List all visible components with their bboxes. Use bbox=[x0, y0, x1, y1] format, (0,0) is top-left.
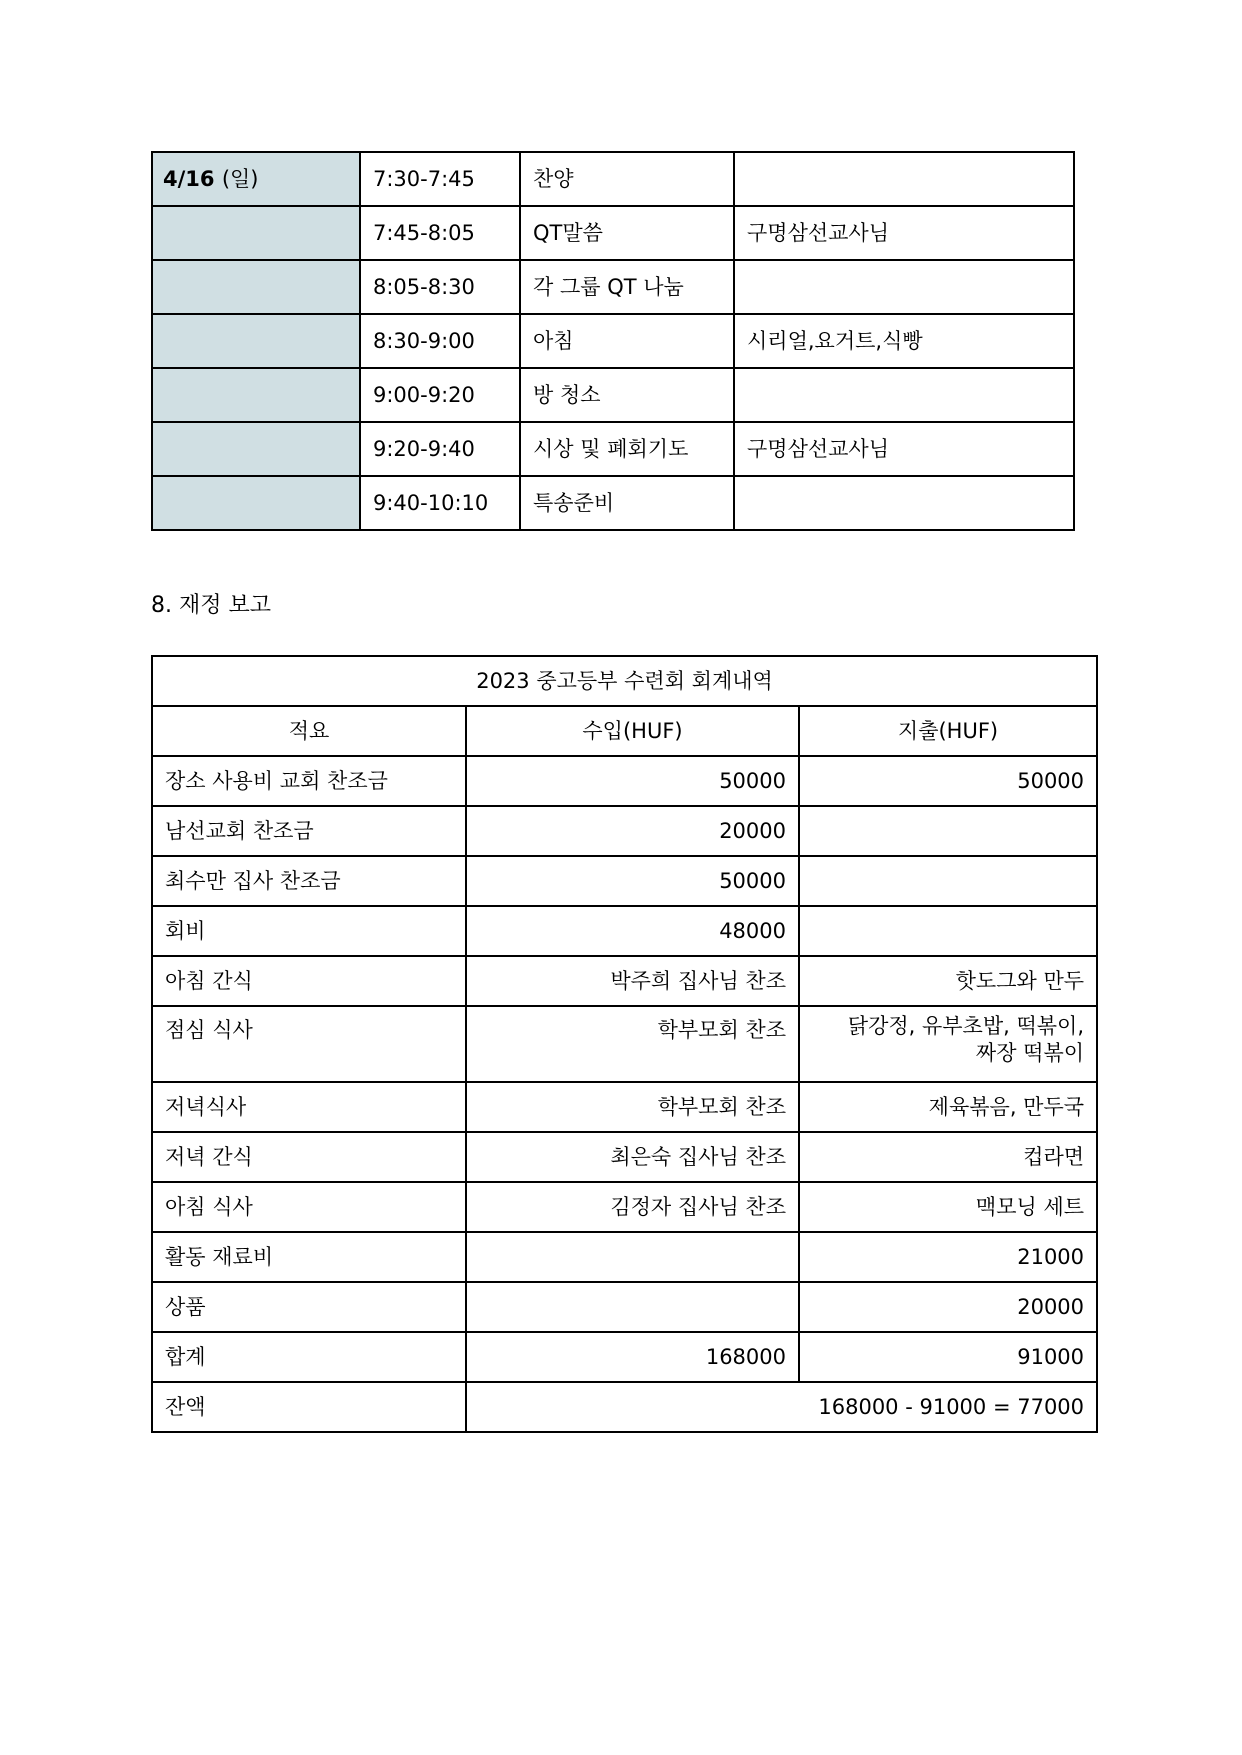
finance-expense bbox=[799, 1006, 1097, 1082]
finance-item: 회비 bbox=[152, 906, 466, 956]
schedule-row bbox=[152, 152, 1074, 206]
column-header-income: 수입(HUF) bbox=[466, 706, 799, 756]
finance-income: 50000 bbox=[466, 856, 799, 906]
schedule-activity: 각 그룹 QT 나눔 bbox=[520, 260, 734, 314]
schedule-activity: 방 청소 bbox=[520, 368, 734, 422]
finance-income: 학부모회 찬조 bbox=[466, 1006, 799, 1082]
schedule-row bbox=[152, 206, 1074, 260]
schedule-activity: 찬양 bbox=[520, 152, 734, 206]
finance-item: 상품 bbox=[152, 1282, 466, 1332]
finance-row bbox=[152, 906, 1097, 956]
finance-income: 박주희 집사님 찬조 bbox=[466, 956, 799, 1006]
finance-row bbox=[152, 806, 1097, 856]
finance-item: 아침 식사 bbox=[152, 1182, 466, 1232]
finance-row bbox=[152, 1182, 1097, 1232]
finance-income: 48000 bbox=[466, 906, 799, 956]
finance-income: 20000 bbox=[466, 806, 799, 856]
finance-item: 최수만 집사 찬조금 bbox=[152, 856, 466, 906]
finance-expense bbox=[799, 856, 1097, 906]
finance-expense: 21000 bbox=[799, 1232, 1097, 1282]
schedule-note bbox=[734, 476, 1074, 530]
finance-item: 활동 재료비 bbox=[152, 1232, 466, 1282]
finance-income: 최은숙 집사님 찬조 bbox=[466, 1132, 799, 1182]
finance-item: 점심 식사 bbox=[152, 1006, 466, 1082]
finance-item: 아침 간식 bbox=[152, 956, 466, 1006]
schedule-day-cell bbox=[152, 260, 360, 314]
schedule-activity: 시상 및 폐회기도 bbox=[520, 422, 734, 476]
schedule-day-cell bbox=[152, 422, 360, 476]
schedule-row bbox=[152, 368, 1074, 422]
finance-row bbox=[152, 1282, 1097, 1332]
schedule-activity: 특송준비 bbox=[520, 476, 734, 530]
finance-expense: 50000 bbox=[799, 756, 1097, 806]
schedule-row bbox=[152, 314, 1074, 368]
finance-income bbox=[466, 1282, 799, 1332]
section-heading: 8. 재정 보고 bbox=[151, 593, 271, 618]
schedule-day-cell bbox=[152, 314, 360, 368]
finance-item: 저녁식사 bbox=[152, 1082, 466, 1132]
finance-header-row bbox=[152, 706, 1097, 756]
finance-income: 학부모회 찬조 bbox=[466, 1082, 799, 1132]
schedule-day-weekday: (일) bbox=[221, 166, 259, 191]
schedule-note: 시리얼,요거트,식빵 bbox=[734, 314, 1074, 368]
schedule-day-cell bbox=[152, 152, 360, 206]
finance-item: 남선교회 찬조금 bbox=[152, 806, 466, 856]
schedule-time: 7:30-7:45 bbox=[360, 152, 520, 206]
finance-expense-line: 짜장 떡볶이 bbox=[975, 1041, 1085, 1065]
finance-expense: 제육볶음, 만두국 bbox=[799, 1082, 1097, 1132]
finance-item: 저녁 간식 bbox=[152, 1132, 466, 1182]
finance-row bbox=[152, 1082, 1097, 1132]
finance-item: 장소 사용비 교회 찬조금 bbox=[152, 756, 466, 806]
schedule-note: 구명삼선교사님 bbox=[734, 206, 1074, 260]
finance-expense-total: 91000 bbox=[799, 1332, 1097, 1382]
schedule-time: 8:30-9:00 bbox=[360, 314, 520, 368]
finance-balance-row bbox=[152, 1382, 1097, 1432]
finance-expense-line: 닭강정, 유부초밥, 떡볶이, bbox=[847, 1014, 1085, 1038]
schedule-activity: 아침 bbox=[520, 314, 734, 368]
schedule-row bbox=[152, 260, 1074, 314]
finance-row bbox=[152, 1006, 1097, 1082]
finance-income: 김정자 집사님 찬조 bbox=[466, 1182, 799, 1232]
finance-income bbox=[466, 1232, 799, 1282]
finance-total-row bbox=[152, 1332, 1097, 1382]
finance-expense: 맥모닝 세트 bbox=[799, 1182, 1097, 1232]
finance-expense bbox=[799, 906, 1097, 956]
finance-row bbox=[152, 1232, 1097, 1282]
finance-expense: 20000 bbox=[799, 1282, 1097, 1332]
schedule-row bbox=[152, 422, 1074, 476]
finance-row bbox=[152, 856, 1097, 906]
finance-row bbox=[152, 956, 1097, 1006]
schedule-table bbox=[151, 151, 1075, 531]
schedule-time: 8:05-8:30 bbox=[360, 260, 520, 314]
schedule-note bbox=[734, 260, 1074, 314]
finance-expense bbox=[799, 806, 1097, 856]
schedule-time: 9:20-9:40 bbox=[360, 422, 520, 476]
finance-balance-label: 잔액 bbox=[152, 1382, 466, 1432]
schedule-activity: QT말씀 bbox=[520, 206, 734, 260]
schedule-note: 구명삼선교사님 bbox=[734, 422, 1074, 476]
finance-item: 합계 bbox=[152, 1332, 466, 1382]
finance-title-row bbox=[152, 656, 1097, 706]
column-header-item: 적요 bbox=[152, 706, 466, 756]
finance-income-total: 168000 bbox=[466, 1332, 799, 1382]
finance-expense: 컵라면 bbox=[799, 1132, 1097, 1182]
schedule-time: 7:45-8:05 bbox=[360, 206, 520, 260]
schedule-day-cell bbox=[152, 368, 360, 422]
schedule-note bbox=[734, 368, 1074, 422]
schedule-day-cell bbox=[152, 206, 360, 260]
finance-row bbox=[152, 756, 1097, 806]
schedule-row bbox=[152, 476, 1074, 530]
finance-row bbox=[152, 1132, 1097, 1182]
schedule-note bbox=[734, 152, 1074, 206]
schedule-time: 9:00-9:20 bbox=[360, 368, 520, 422]
schedule-time: 9:40-10:10 bbox=[360, 476, 520, 530]
schedule-day-cell bbox=[152, 476, 360, 530]
finance-balance-value: 168000 - 91000 = 77000 bbox=[466, 1382, 1097, 1432]
finance-table bbox=[151, 655, 1098, 1433]
schedule-day-label: 4/16 bbox=[163, 166, 215, 191]
finance-expense: 핫도그와 만두 bbox=[799, 956, 1097, 1006]
finance-title: 2023 중고등부 수련회 회계내역 bbox=[152, 656, 1097, 706]
finance-income: 50000 bbox=[466, 756, 799, 806]
column-header-expense: 지출(HUF) bbox=[799, 706, 1097, 756]
